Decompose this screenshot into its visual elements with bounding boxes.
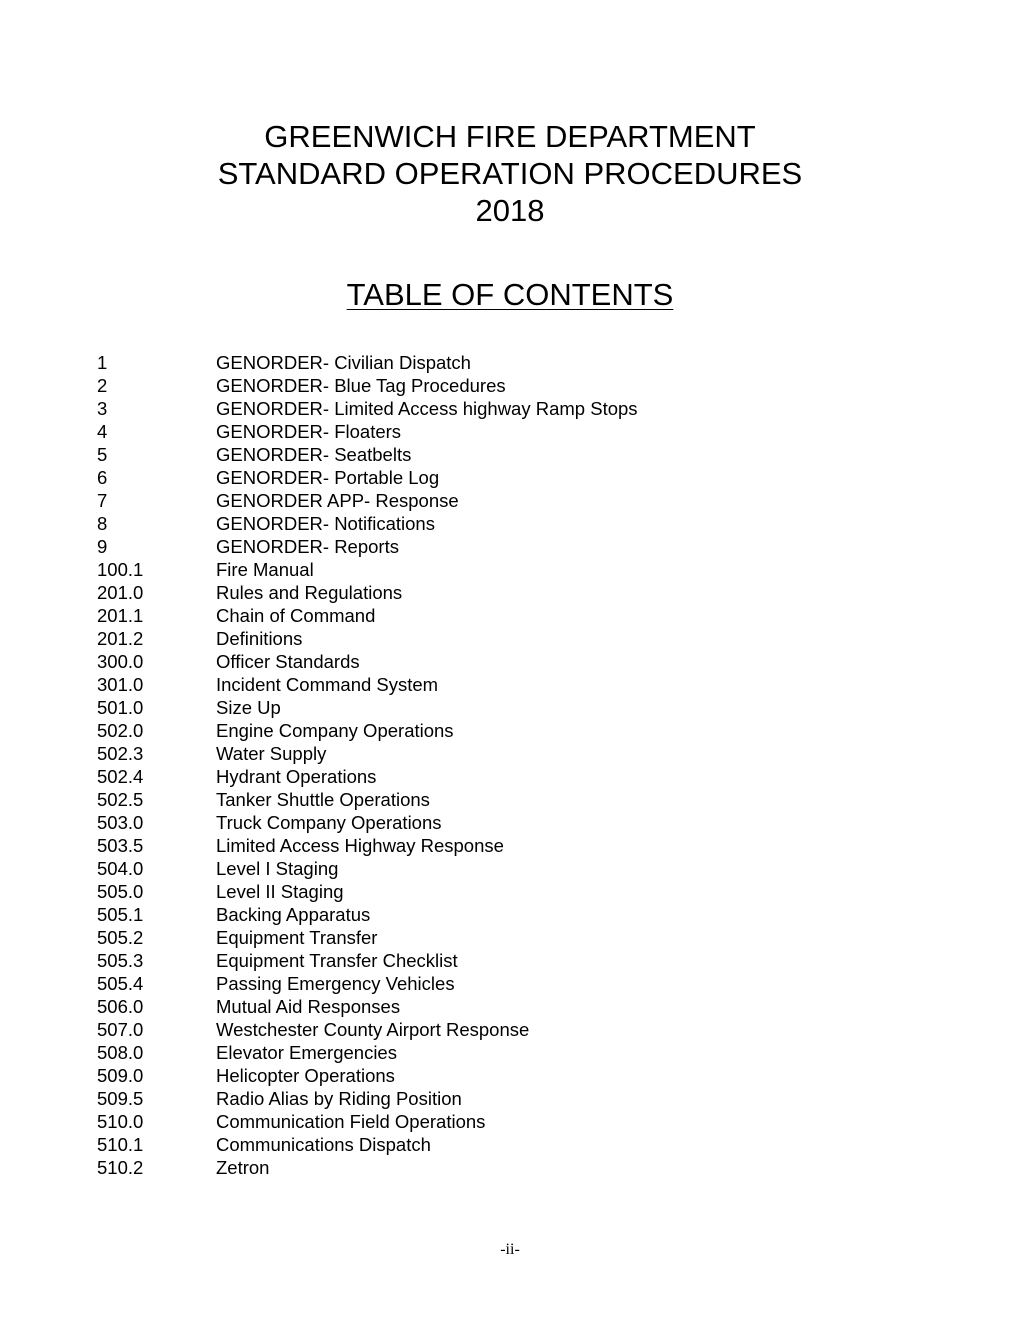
toc-entry-title: Radio Alias by Riding Position xyxy=(216,1088,462,1109)
toc-entry-number: 501.0 xyxy=(97,697,144,718)
toc-entry-title: GENORDER APP- Response xyxy=(216,490,459,511)
toc-entry-title: Limited Access Highway Response xyxy=(216,835,504,856)
toc-entry-number: 7 xyxy=(97,490,108,511)
toc-entry-title: GENORDER- Portable Log xyxy=(216,467,440,488)
toc-entry-number: 9 xyxy=(97,536,108,557)
page-number: -ii- xyxy=(500,1241,520,1258)
toc-entry-number: 2 xyxy=(97,375,108,396)
toc-entry-title: GENORDER- Blue Tag Procedures xyxy=(216,375,506,396)
toc-entry-number: 5 xyxy=(97,444,108,465)
toc-entry-number: 504.0 xyxy=(97,858,144,879)
toc-entry-title: Tanker Shuttle Operations xyxy=(216,789,430,810)
toc-entry-number: 509.0 xyxy=(97,1065,144,1086)
toc-entry-number: 506.0 xyxy=(97,996,144,1017)
toc-entry-number: 201.1 xyxy=(97,605,144,626)
toc-entry-title: Chain of Command xyxy=(216,605,376,626)
toc-entry-number: 3 xyxy=(97,398,108,419)
toc-entry-title: Water Supply xyxy=(216,743,327,764)
toc-entry-number: 505.2 xyxy=(97,927,144,948)
toc-entry-title: Rules and Regulations xyxy=(216,582,403,603)
toc-entry-number: 301.0 xyxy=(97,674,144,695)
toc-entry-number: 508.0 xyxy=(97,1042,144,1063)
toc-entry-number: 505.0 xyxy=(97,881,144,902)
toc-entry-title: Passing Emergency Vehicles xyxy=(216,973,455,994)
toc-entry-title: Backing Apparatus xyxy=(216,904,371,925)
title-department: GREENWICH FIRE DEPARTMENT xyxy=(264,119,756,154)
toc-entry-number: 502.0 xyxy=(97,720,144,741)
toc-entry-number: 509.5 xyxy=(97,1088,144,1109)
toc-entry-number: 510.2 xyxy=(97,1157,144,1178)
toc-entry-number: 510.1 xyxy=(97,1134,144,1155)
toc-entry-number: 1 xyxy=(97,352,108,373)
toc-entry-number: 503.0 xyxy=(97,812,144,833)
document-title xyxy=(0,118,1020,229)
toc-entry-number: 201.2 xyxy=(97,628,144,649)
toc-entry-title: GENORDER- Seatbelts xyxy=(216,444,412,465)
toc-entry-number: 505.1 xyxy=(97,904,144,925)
toc-entry-title: Level II Staging xyxy=(216,881,344,902)
toc-entry-number: 201.0 xyxy=(97,582,144,603)
toc-entry-title: Westchester County Airport Response xyxy=(216,1019,530,1040)
toc-entry-title: Definitions xyxy=(216,628,303,649)
toc-entry-number: 4 xyxy=(97,421,108,442)
toc-entry-number: 502.3 xyxy=(97,743,144,764)
toc-entry-number: 8 xyxy=(97,513,108,534)
toc-entry-title: Size Up xyxy=(216,697,281,718)
toc-entry-title: Elevator Emergencies xyxy=(216,1042,397,1063)
toc-entry-number: 6 xyxy=(97,467,108,488)
toc-entry-number: 505.4 xyxy=(97,973,144,994)
toc-entry-title: Equipment Transfer Checklist xyxy=(216,950,458,971)
toc-entry-number: 507.0 xyxy=(97,1019,144,1040)
toc-entry-title: Incident Command System xyxy=(216,674,439,695)
toc-entry-number: 100.1 xyxy=(97,559,144,580)
toc-entry-title: Hydrant Operations xyxy=(216,766,377,787)
toc-entry-number: 505.3 xyxy=(97,950,144,971)
toc-entry-title: Truck Company Operations xyxy=(216,812,442,833)
toc-entry-title: Officer Standards xyxy=(216,651,360,672)
toc-entry-title: Engine Company Operations xyxy=(216,720,454,741)
toc-entry-number: 502.4 xyxy=(97,766,144,787)
toc-entry-title: GENORDER- Notifications xyxy=(216,513,435,534)
toc-entry-title: GENORDER- Limited Access highway Ramp Stops xyxy=(216,398,638,419)
toc-entry-title: GENORDER- Floaters xyxy=(216,421,402,442)
toc-heading-text: TABLE OF CONTENTS xyxy=(346,277,674,312)
toc-entry-number: 510.0 xyxy=(97,1111,144,1132)
toc-entry-number: 502.5 xyxy=(97,789,144,810)
toc-entry-title: Communications Dispatch xyxy=(216,1134,431,1155)
title-year: 2018 xyxy=(475,193,545,228)
toc-entry-number: 300.0 xyxy=(97,651,144,672)
toc-entry-title: Fire Manual xyxy=(216,559,314,580)
toc-entry-title: Helicopter Operations xyxy=(216,1065,395,1086)
toc-entry-title: Mutual Aid Responses xyxy=(216,996,401,1017)
toc-entry-title: GENORDER- Reports xyxy=(216,536,399,557)
title-procedures: STANDARD OPERATION PROCEDURES xyxy=(217,156,803,191)
toc-entry-title: Equipment Transfer xyxy=(216,927,378,948)
toc-entry-number: 503.5 xyxy=(97,835,144,856)
toc-entry-title: Communication Field Operations xyxy=(216,1111,486,1132)
toc-heading xyxy=(0,276,1020,313)
toc-entry-title: GENORDER- Civilian Dispatch xyxy=(216,352,471,373)
toc-entry-title: Level I Staging xyxy=(216,858,339,879)
toc-entry-title: Zetron xyxy=(216,1157,270,1178)
